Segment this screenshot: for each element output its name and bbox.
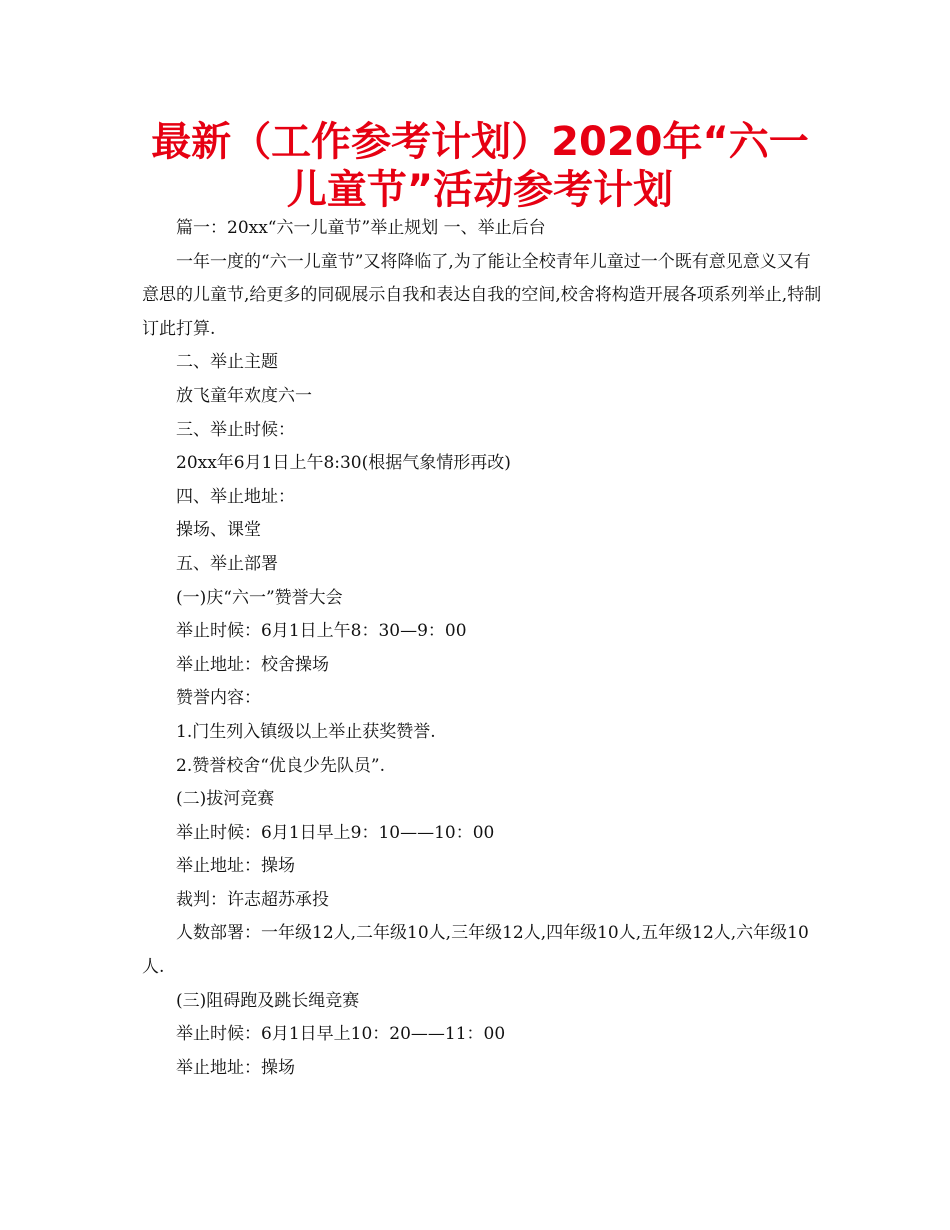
document-title: 最新（工作参考计划）2020年“六一儿童节”活动参考计划 bbox=[151, 119, 809, 213]
paragraph: 20xx年6月1日上午8:30(根据气象情形再改) bbox=[176, 453, 511, 474]
paragraph: 1.门生列入镇级以上举止获奖赞誉. bbox=[176, 721, 436, 742]
paragraph: (二)拔河竞赛 bbox=[176, 789, 275, 810]
paragraph: 一年一度的“六一儿童节”又将降临了,为了能让全校青年儿童过一个既有意见意义又有意思的儿童节,给更多的同砚展示自我和表达自我的空间,校舍将构造开展各项系列举止,特制订此打算. bbox=[142, 251, 822, 339]
paragraph: 举止地址：校舍操场 bbox=[176, 654, 329, 675]
paragraph: 举止时候：6月1日早上10：20——11：00 bbox=[176, 1024, 506, 1045]
paragraph: (一)庆“六一”赞誉大会 bbox=[176, 587, 343, 608]
paragraph: 二、举止主题 bbox=[176, 352, 278, 373]
paragraph: 四、举止地址： bbox=[176, 486, 295, 507]
paragraph: 举止时候：6月1日早上9：10——10：00 bbox=[176, 822, 495, 843]
paragraph: 放飞童年欢度六一 bbox=[176, 385, 312, 406]
paragraph: 人数部署：一年级12人,二年级10人,三年级12人,四年级10人,五年级12人,六年级10人. bbox=[142, 923, 809, 978]
paragraph: 操场、课堂 bbox=[176, 520, 261, 541]
paragraph: 三、举止时候： bbox=[176, 419, 295, 440]
paragraph: 举止地址：操场 bbox=[176, 856, 295, 877]
paragraph: 赞誉内容： bbox=[176, 688, 261, 709]
document-body bbox=[142, 212, 822, 1085]
paragraph: 举止地址：操场 bbox=[176, 1057, 295, 1078]
paragraph: 2.赞誉校舍“优良少先队员”. bbox=[176, 755, 386, 776]
paragraph: 裁判：许志超苏承投 bbox=[176, 889, 329, 910]
paragraph: (三)阻碍跑及跳长绳竞赛 bbox=[176, 990, 360, 1011]
paragraph: 五、举止部署 bbox=[176, 553, 278, 574]
paragraph: 篇一：20xx“六一儿童节”举止规划 一、举止后台 bbox=[176, 218, 546, 238]
paragraph: 举止时候：6月1日上午8：30—9：00 bbox=[176, 621, 467, 642]
